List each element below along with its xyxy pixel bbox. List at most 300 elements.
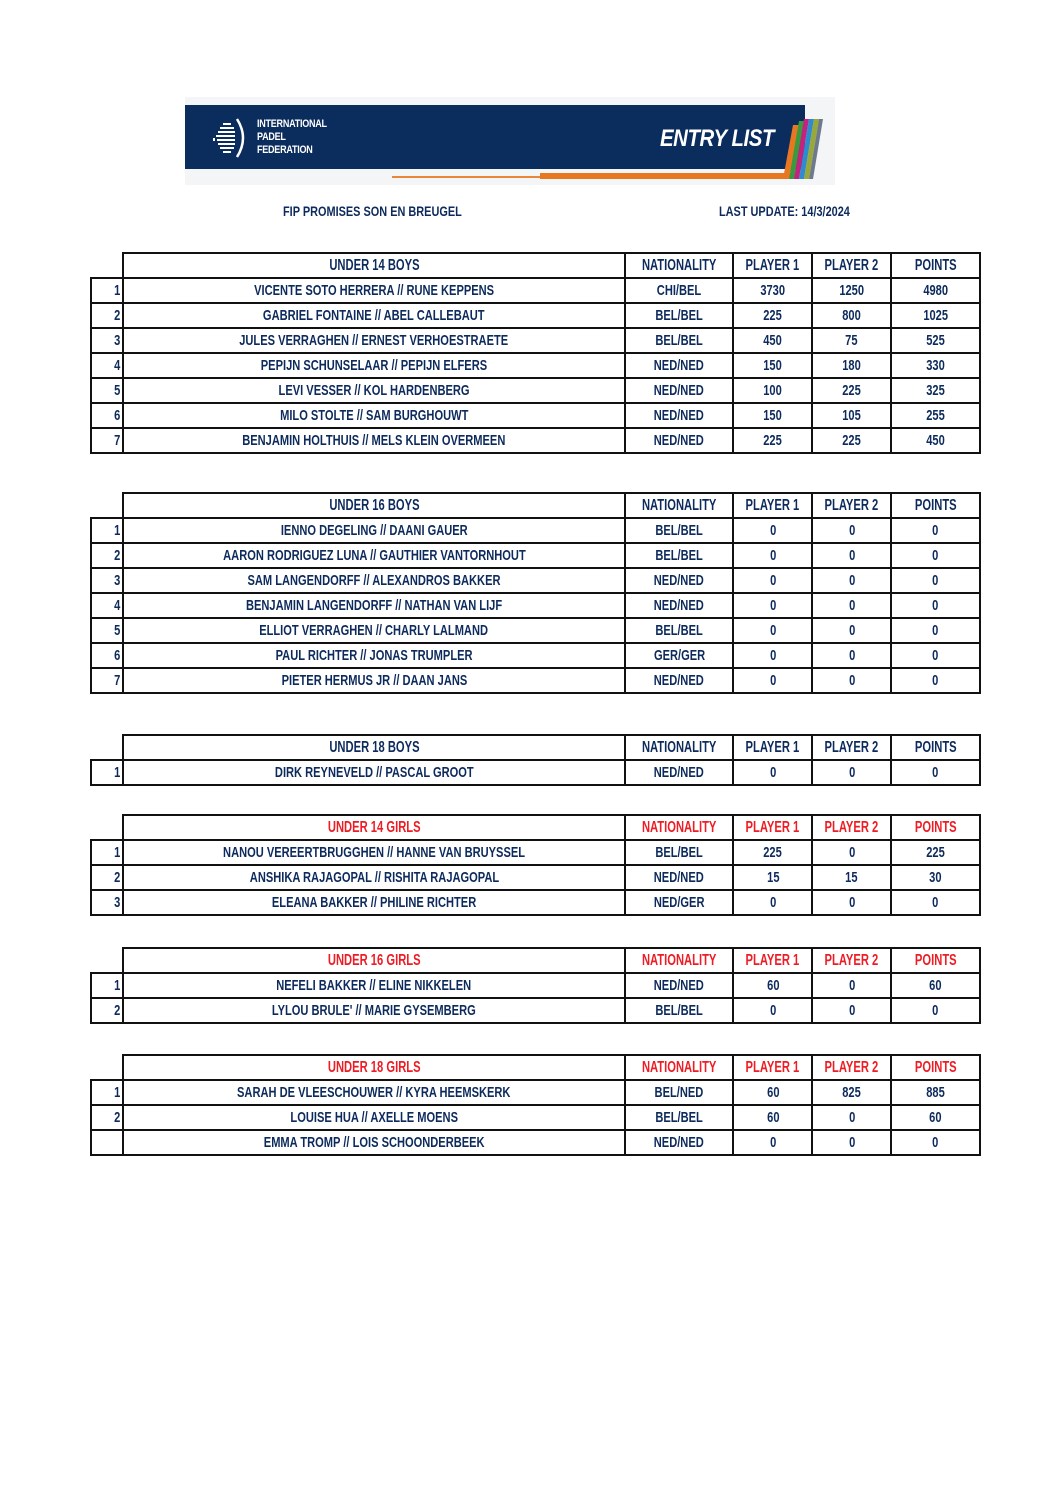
table-row [91, 668, 980, 693]
total-points-text: 0 [932, 1002, 939, 1019]
total-points-text: 0 [932, 597, 939, 614]
column-header-player1 [733, 253, 812, 278]
nationality-text: GER/GER [653, 647, 705, 664]
pair-names [123, 643, 625, 668]
pair-names [123, 328, 625, 353]
player2-points-text: 180 [842, 357, 862, 374]
player2-points-text: 0 [848, 547, 855, 564]
nationality [625, 973, 733, 998]
fip-logo-icon [213, 117, 249, 159]
table-row [91, 303, 980, 328]
row-index-text: 1 [113, 844, 120, 861]
total-points [891, 1105, 980, 1130]
player2-points-text: 825 [842, 1084, 862, 1101]
row-index [91, 428, 123, 453]
pair-names-text: AARON RODRIGUEZ LUNA // GAUTHIER VANTORNHOUT [222, 547, 526, 564]
column-header-player2-text: PLAYER 2 [824, 496, 879, 514]
pair-names [123, 428, 625, 453]
row-index-text: 1 [113, 1084, 120, 1101]
category-title-text: UNDER 16 BOYS [328, 496, 420, 514]
nationality-text: BEL/BEL [655, 1002, 703, 1019]
row-index [91, 998, 123, 1023]
row-index [91, 543, 123, 568]
row-index [91, 1105, 123, 1130]
nationality-text: BEL/BEL [655, 307, 703, 324]
row-index-text: 2 [113, 869, 120, 886]
column-header-points [891, 493, 980, 518]
nationality [625, 328, 733, 353]
column-header-points [891, 735, 980, 760]
pair-names-text: BENJAMIN HOLTHUIS // MELS KLEIN OVERMEEN [242, 432, 506, 449]
row-index-text: 1 [113, 522, 120, 539]
player2-points [812, 1105, 891, 1130]
nationality-text: BEL/BEL [655, 622, 703, 639]
nationality [625, 1080, 733, 1105]
player2-points [812, 593, 891, 618]
category-title [123, 815, 625, 840]
pair-names-text: LOUISE HUA // AXELLE MOENS [290, 1109, 458, 1126]
category-title-text: UNDER 14 BOYS [328, 256, 420, 274]
column-header-player1-text: PLAYER 1 [745, 496, 800, 514]
player1-points-text: 0 [769, 764, 776, 781]
total-points [891, 543, 980, 568]
nationality-text: NED/NED [654, 597, 705, 614]
player2-points-text: 0 [848, 844, 855, 861]
pair-names-text: SAM LANGENDORFF // ALEXANDROS BAKKER [247, 572, 501, 589]
player2-points [812, 378, 891, 403]
player1-points [733, 518, 812, 543]
player1-points [733, 668, 812, 693]
player1-points-text: 0 [769, 647, 776, 664]
player1-points [733, 403, 812, 428]
table-row [91, 328, 980, 353]
row-index-text: 7 [113, 432, 120, 449]
player1-points [733, 303, 812, 328]
total-points-text: 0 [932, 764, 939, 781]
row-index [91, 378, 123, 403]
player1-points-text: 0 [769, 522, 776, 539]
nationality-text: NED/NED [654, 572, 705, 589]
nationality [625, 518, 733, 543]
nationality-text: BEL/BEL [655, 547, 703, 564]
pair-names [123, 618, 625, 643]
last-update: LAST UPDATE: 14/3/2024 [719, 203, 850, 219]
column-header-player1 [733, 815, 812, 840]
row-index-text: 1 [113, 282, 120, 299]
column-header-nationality-text: NATIONALITY [641, 1058, 717, 1076]
column-header-player2-text: PLAYER 2 [824, 738, 879, 756]
player1-points-text: 0 [769, 597, 776, 614]
table-row [91, 568, 980, 593]
pair-names [123, 303, 625, 328]
column-header-points-text: POINTS [914, 1058, 957, 1076]
nationality-text: BEL/BEL [655, 844, 703, 861]
column-header-player2-text: PLAYER 2 [824, 1058, 879, 1076]
column-header-player2-text: PLAYER 2 [824, 818, 879, 836]
pair-names-text: PAUL RICHTER // JONAS TRUMPLER [275, 647, 473, 664]
player1-points-text: 0 [769, 572, 776, 589]
row-index [91, 303, 123, 328]
pair-names-text: IENNO DEGELING // DAANI GAUER [280, 522, 468, 539]
player2-points-text: 105 [842, 407, 862, 424]
total-points [891, 1130, 980, 1155]
section-under-18-boys [90, 734, 981, 786]
player2-points-text: 0 [848, 572, 855, 589]
total-points [891, 973, 980, 998]
column-header-points-text: POINTS [914, 951, 957, 969]
row-index-text: 3 [113, 572, 120, 589]
player1-points [733, 998, 812, 1023]
table-row [91, 428, 980, 453]
total-points-text: 255 [926, 407, 945, 424]
total-points [891, 998, 980, 1023]
row-index [91, 353, 123, 378]
player2-points [812, 668, 891, 693]
total-points-text: 60 [929, 977, 942, 994]
table-row [91, 998, 980, 1023]
header-spacer [91, 493, 123, 518]
player2-points-text: 0 [848, 522, 855, 539]
logo-line-3: FEDERATION [257, 144, 313, 156]
player2-points [812, 760, 891, 785]
player1-points-text: 100 [763, 382, 783, 399]
pair-names [123, 890, 625, 915]
row-index [91, 890, 123, 915]
pair-names [123, 593, 625, 618]
nationality-text: NED/NED [654, 382, 705, 399]
total-points-text: 0 [932, 1134, 939, 1151]
column-header-nationality-text: NATIONALITY [641, 951, 717, 969]
table-row [91, 543, 980, 568]
nationality [625, 568, 733, 593]
player1-points [733, 353, 812, 378]
row-index-text: 5 [113, 382, 120, 399]
total-points-text: 450 [926, 432, 945, 449]
nationality [625, 865, 733, 890]
player2-points-text: 800 [842, 307, 862, 324]
player2-points-text: 0 [848, 597, 855, 614]
column-header-nationality-text: NATIONALITY [641, 738, 717, 756]
header-spacer [91, 815, 123, 840]
row-index-text: 2 [113, 547, 120, 564]
logo-line-1: INTERNATIONAL [257, 118, 327, 130]
player2-points-text: 0 [848, 764, 855, 781]
row-index [91, 865, 123, 890]
nationality [625, 618, 733, 643]
color-stripes-icon [783, 117, 833, 179]
nationality [625, 1130, 733, 1155]
total-points-text: 0 [932, 894, 939, 911]
event-name: FIP PROMISES SON EN BREUGEL [283, 203, 462, 219]
nationality-text: NED/NED [654, 432, 705, 449]
column-header-player2 [812, 948, 891, 973]
nationality [625, 643, 733, 668]
total-points [891, 403, 980, 428]
player1-points [733, 278, 812, 303]
total-points [891, 428, 980, 453]
pair-names-text: MILO STOLTE // SAM BURGHOUWT [279, 407, 469, 424]
total-points-text: 0 [932, 622, 939, 639]
player2-points [812, 278, 891, 303]
pair-names [123, 278, 625, 303]
player1-points [733, 643, 812, 668]
table-row [91, 973, 980, 998]
player2-points-text: 0 [848, 622, 855, 639]
column-header-nationality [625, 1055, 733, 1080]
total-points [891, 378, 980, 403]
banner-accent-line [392, 176, 540, 178]
column-header-player2 [812, 735, 891, 760]
player1-points-text: 225 [763, 844, 783, 861]
nationality [625, 668, 733, 693]
table-row [91, 378, 980, 403]
row-index [91, 593, 123, 618]
player1-points-text: 60 [766, 1109, 780, 1126]
category-title [123, 948, 625, 973]
player2-points [812, 328, 891, 353]
nationality-text: NED/NED [654, 1134, 705, 1151]
total-points [891, 278, 980, 303]
total-points-text: 60 [929, 1109, 942, 1126]
table-header-row [91, 815, 980, 840]
pair-names-text: DIRK REYNEVELD // PASCAL GROOT [274, 764, 474, 781]
column-header-nationality [625, 948, 733, 973]
table-row [91, 760, 980, 785]
total-points [891, 518, 980, 543]
table-row [91, 618, 980, 643]
table-row [91, 518, 980, 543]
fip-logo-text [257, 118, 327, 157]
column-header-player1 [733, 735, 812, 760]
column-header-points-text: POINTS [914, 256, 957, 274]
total-points [891, 593, 980, 618]
table-header-row [91, 735, 980, 760]
pair-names [123, 998, 625, 1023]
table-header-row [91, 948, 980, 973]
player2-points-text: 225 [842, 382, 862, 399]
pair-names-text: NEFELI BAKKER // ELINE NIKKELEN [276, 977, 472, 994]
total-points [891, 668, 980, 693]
player2-points [812, 568, 891, 593]
column-header-points-text: POINTS [914, 496, 957, 514]
column-header-player2 [812, 1055, 891, 1080]
player2-points-text: 75 [845, 332, 858, 349]
player1-points [733, 840, 812, 865]
player2-points-text: 0 [848, 647, 855, 664]
pair-names [123, 840, 625, 865]
player2-points [812, 303, 891, 328]
player2-points [812, 543, 891, 568]
nationality [625, 378, 733, 403]
player1-points [733, 865, 812, 890]
column-header-nationality [625, 735, 733, 760]
total-points-text: 0 [932, 547, 939, 564]
total-points [891, 618, 980, 643]
player2-points-text: 1250 [839, 282, 865, 299]
category-title-text: UNDER 18 GIRLS [327, 1058, 421, 1076]
table-row [91, 865, 980, 890]
pair-names-text: VICENTE SOTO HERRERA // RUNE KEPPENS [254, 282, 494, 299]
total-points-text: 30 [929, 869, 942, 886]
pair-names-text: NANOU VEREERTBRUGGHEN // HANNE VAN BRUYSSEL [223, 844, 525, 861]
header-spacer [91, 253, 123, 278]
column-header-nationality-text: NATIONALITY [641, 256, 717, 274]
pair-names-text: ANSHIKA RAJAGOPAL // RISHITA RAJAGOPAL [249, 869, 499, 886]
player2-points-text: 0 [848, 1002, 855, 1019]
total-points [891, 328, 980, 353]
pair-names-text: GABRIEL FONTAINE // ABEL CALLEBAUT [263, 307, 485, 324]
pair-names [123, 543, 625, 568]
banner-accent-bar [540, 173, 795, 179]
column-header-player2 [812, 493, 891, 518]
nationality-text: NED/GER [653, 894, 705, 911]
nationality [625, 1105, 733, 1130]
table-row [91, 403, 980, 428]
total-points [891, 865, 980, 890]
player2-points [812, 840, 891, 865]
column-header-nationality-text: NATIONALITY [641, 818, 717, 836]
player1-points-text: 0 [769, 1134, 776, 1151]
player2-points [812, 973, 891, 998]
player1-points-text: 3730 [760, 282, 786, 299]
player2-points [812, 618, 891, 643]
total-points-text: 4980 [923, 282, 948, 299]
total-points-text: 885 [926, 1084, 945, 1101]
row-index-text: 6 [113, 647, 120, 664]
column-header-player2-text: PLAYER 2 [824, 951, 879, 969]
nationality [625, 353, 733, 378]
pair-names [123, 973, 625, 998]
entry-table [90, 1054, 981, 1156]
player1-points [733, 618, 812, 643]
nationality-text: NED/NED [654, 357, 705, 374]
row-index [91, 618, 123, 643]
column-header-player2 [812, 815, 891, 840]
player1-points-text: 150 [763, 357, 783, 374]
logo-line-2: PADEL [257, 131, 286, 143]
player2-points [812, 403, 891, 428]
player1-points [733, 760, 812, 785]
player2-points-text: 0 [848, 977, 855, 994]
player1-points-text: 150 [763, 407, 783, 424]
column-header-player1-text: PLAYER 1 [745, 738, 800, 756]
player2-points [812, 865, 891, 890]
header-spacer [91, 948, 123, 973]
row-index-text: 4 [113, 597, 120, 614]
table-row [91, 353, 980, 378]
row-index [91, 643, 123, 668]
column-header-points [891, 948, 980, 973]
total-points-text: 0 [932, 522, 939, 539]
column-header-player1 [733, 948, 812, 973]
player2-points [812, 1080, 891, 1105]
pair-names-text: LEVI VESSER // KOL HARDENBERG [278, 382, 470, 399]
player2-points [812, 643, 891, 668]
section-under-16-girls [90, 947, 981, 1024]
pair-names [123, 353, 625, 378]
row-index-text: 7 [113, 672, 120, 689]
section-under-16-boys [90, 492, 981, 694]
player1-points [733, 378, 812, 403]
pair-names [123, 760, 625, 785]
pair-names [123, 568, 625, 593]
row-index-text: 1 [113, 977, 120, 994]
nationality [625, 760, 733, 785]
header-spacer [91, 1055, 123, 1080]
column-header-points [891, 253, 980, 278]
pair-names-text: EMMA TROMP // LOIS SCHOONDERBEEK [263, 1134, 485, 1151]
player2-points [812, 998, 891, 1023]
entry-table [90, 492, 981, 694]
row-index-text: 3 [113, 894, 120, 911]
row-index [91, 760, 123, 785]
table-row [91, 278, 980, 303]
total-points-text: 525 [926, 332, 945, 349]
nationality-text: NED/NED [654, 407, 705, 424]
column-header-nationality [625, 815, 733, 840]
category-title-text: UNDER 16 GIRLS [327, 951, 421, 969]
banner-title: ENTRY LIST [660, 125, 775, 152]
total-points [891, 890, 980, 915]
table-header-row [91, 253, 980, 278]
column-header-points-text: POINTS [914, 818, 957, 836]
row-index [91, 278, 123, 303]
player1-points [733, 890, 812, 915]
nationality [625, 998, 733, 1023]
column-header-player1-text: PLAYER 1 [745, 256, 800, 274]
nationality-text: NED/NED [654, 672, 705, 689]
total-points [891, 1080, 980, 1105]
row-index-text: 2 [113, 1002, 120, 1019]
column-header-player2 [812, 253, 891, 278]
nationality-text: BEL/BEL [655, 522, 703, 539]
table-row [91, 643, 980, 668]
player2-points-text: 15 [845, 869, 858, 886]
pair-names [123, 1080, 625, 1105]
total-points [891, 568, 980, 593]
column-header-player1 [733, 493, 812, 518]
column-header-nationality [625, 493, 733, 518]
table-row [91, 890, 980, 915]
player1-points-text: 15 [766, 869, 780, 886]
row-index-text: 2 [113, 307, 120, 324]
pair-names-text: PIETER HERMUS JR // DAAN JANS [281, 672, 467, 689]
player1-points-text: 60 [766, 977, 780, 994]
player2-points-text: 0 [848, 672, 855, 689]
nationality [625, 303, 733, 328]
table-header-row [91, 493, 980, 518]
player1-points-text: 60 [766, 1084, 780, 1101]
player1-points [733, 1105, 812, 1130]
nationality-text: NED/NED [654, 869, 705, 886]
pair-names [123, 1130, 625, 1155]
category-title-text: UNDER 18 BOYS [328, 738, 420, 756]
pair-names [123, 403, 625, 428]
category-title [123, 735, 625, 760]
table-row [91, 1130, 980, 1155]
player1-points [733, 593, 812, 618]
total-points [891, 840, 980, 865]
player2-points [812, 518, 891, 543]
player2-points [812, 353, 891, 378]
column-header-points [891, 815, 980, 840]
pair-names-text: JULES VERRAGHEN // ERNEST VERHOESTRAETE [239, 332, 509, 349]
total-points [891, 643, 980, 668]
section-under-14-boys [90, 252, 981, 454]
player2-points [812, 428, 891, 453]
nationality [625, 403, 733, 428]
total-points [891, 760, 980, 785]
